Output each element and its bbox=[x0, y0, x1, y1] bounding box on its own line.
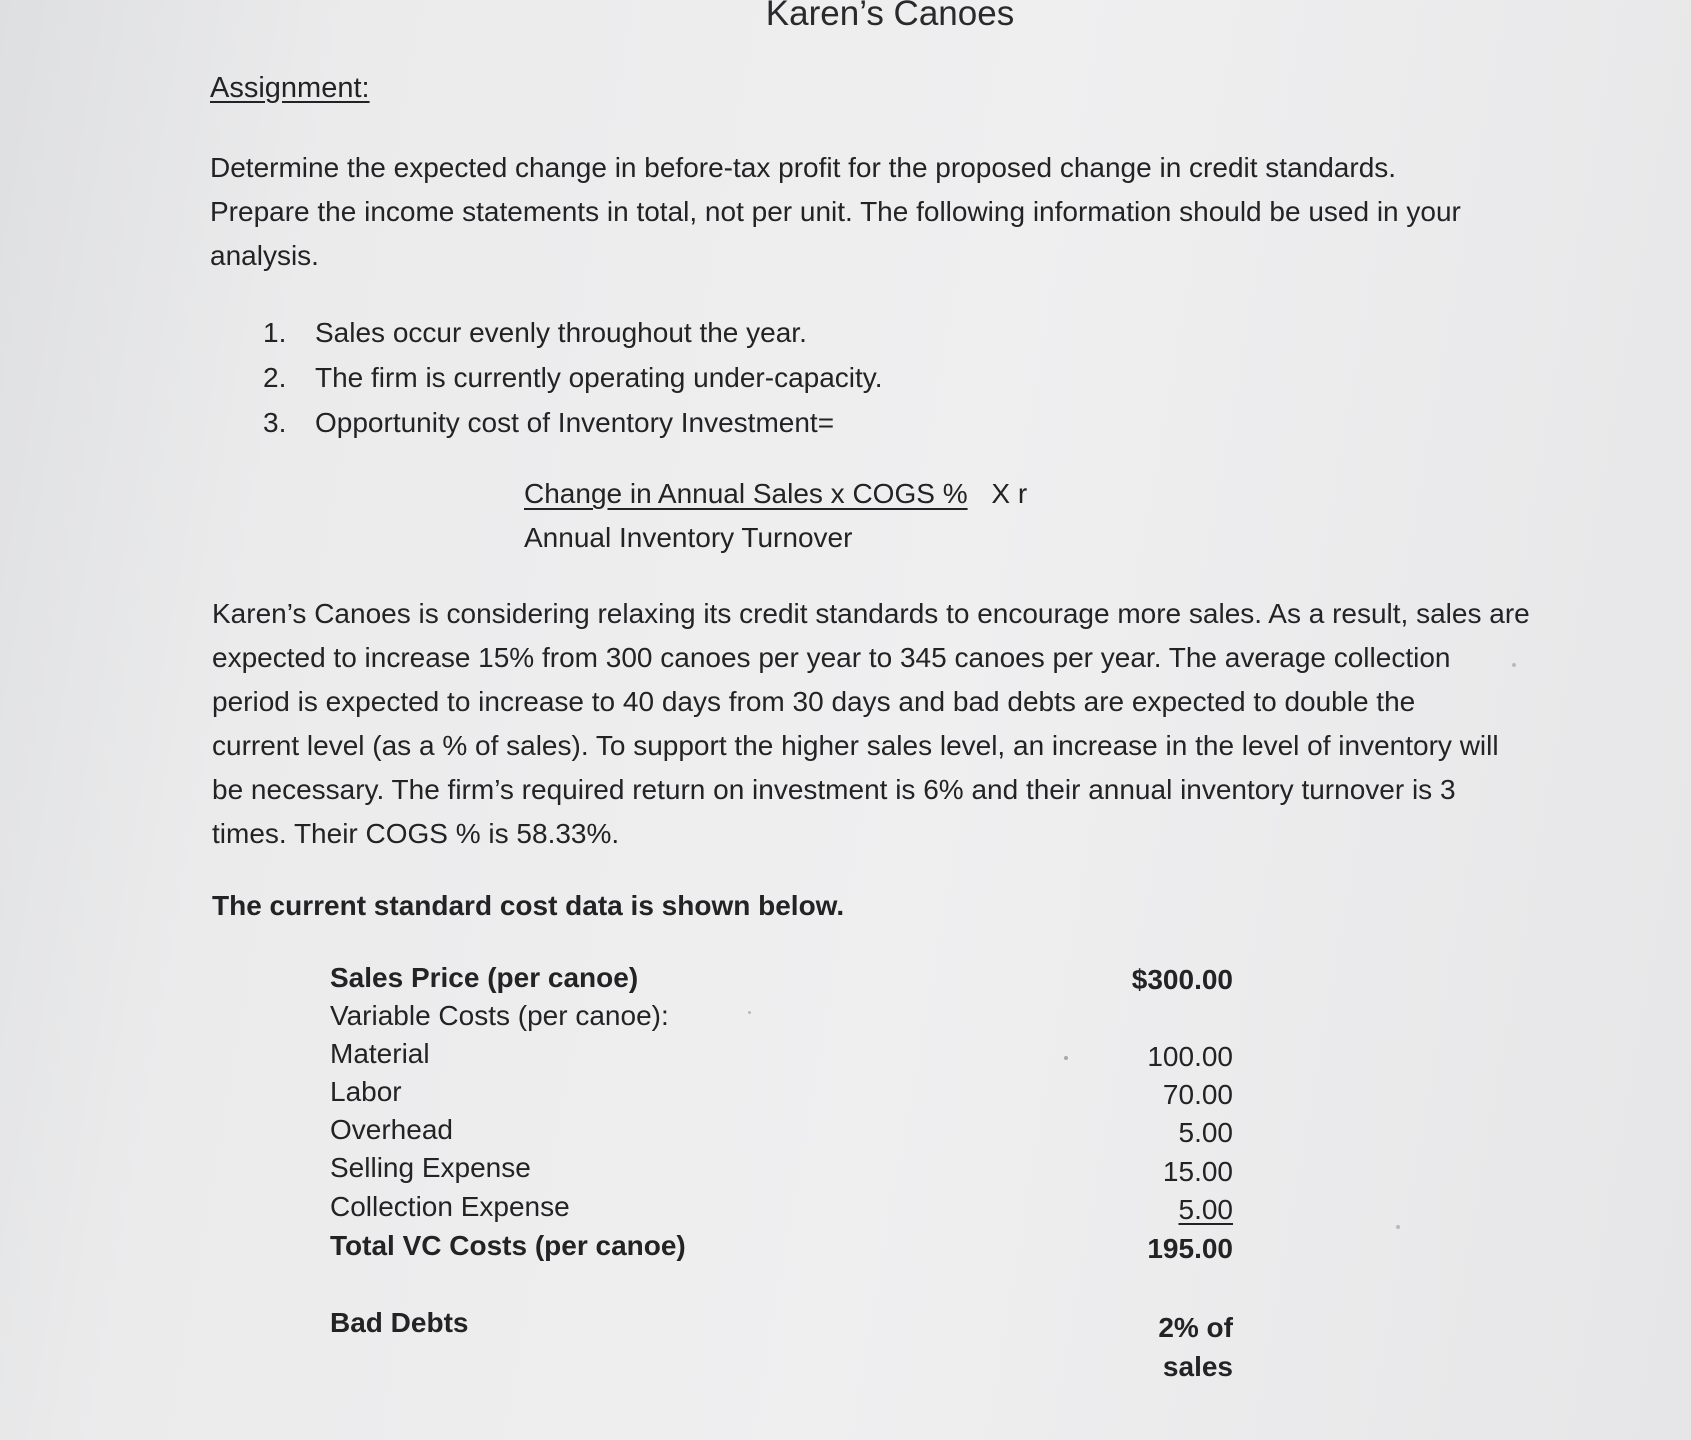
sales-price-label: Sales Price (per canoe) bbox=[330, 962, 639, 993]
assignment-heading: Assignment: bbox=[210, 72, 370, 104]
paper-speck bbox=[1396, 1225, 1400, 1229]
list-number: 1. bbox=[263, 317, 287, 348]
labor-label: Labor bbox=[330, 1076, 402, 1107]
list-item bbox=[263, 355, 883, 400]
intro-line: Determine the expected change in before-tax profit for the proposed change in credit standards. bbox=[210, 152, 1397, 183]
sales-price-value: $300.00 bbox=[1131, 964, 1233, 995]
list-text: Opportunity cost of Inventory Investment= bbox=[315, 407, 835, 438]
overhead-label: Overhead bbox=[330, 1114, 453, 1145]
scenario-paragraph bbox=[212, 592, 1530, 856]
list-item bbox=[263, 400, 883, 445]
paper-speck bbox=[1512, 663, 1516, 667]
intro-paragraph bbox=[210, 146, 1461, 278]
scenario-line: times. Their COGS % is 58.33%. bbox=[212, 818, 620, 849]
overhead-value: 5.00 bbox=[1178, 1117, 1233, 1148]
formula-numerator-row bbox=[524, 478, 1027, 510]
scenario-line: Karen’s Canoes is considering relaxing its credit standards to encourage more sales. As a result, sales are bbox=[212, 598, 1530, 629]
cost-data-heading: The current standard cost data is shown below. bbox=[212, 890, 845, 921]
selling-expense-value: 15.00 bbox=[1162, 1156, 1233, 1187]
variable-costs-label: Variable Costs (per canoe): bbox=[330, 1000, 669, 1031]
bad-debts-value-line1: 2% of bbox=[1158, 1312, 1233, 1343]
material-value: 100.00 bbox=[1147, 1041, 1233, 1072]
document-title: Karen’s Canoes bbox=[765, 0, 1015, 33]
scenario-line: expected to increase 15% from 300 canoes per year to 345 canoes per year. The average collection bbox=[212, 642, 1451, 673]
material-label: Material bbox=[330, 1038, 430, 1069]
collection-expense-value: 5.00 bbox=[1178, 1194, 1233, 1225]
selling-expense-label: Selling Expense bbox=[330, 1152, 531, 1183]
intro-line: Prepare the income statements in total, not per unit. The following information should be used in your bbox=[210, 196, 1461, 227]
scenario-line: current level (as a % of sales). To support the higher sales level, an increase in the level of inventory will bbox=[212, 730, 1499, 761]
paper-speck bbox=[748, 1011, 751, 1014]
list-text: The firm is currently operating under-capacity. bbox=[315, 362, 883, 393]
list-text: Sales occur evenly throughout the year. bbox=[315, 317, 807, 348]
scenario-line: period is expected to increase to 40 days from 30 days and bad debts are expected to double the bbox=[212, 686, 1416, 717]
scenario-line: be necessary. The firm’s required return on investment is 6% and their annual inventory turnover is 3 bbox=[212, 774, 1456, 805]
formula-numerator: Change in Annual Sales x COGS % bbox=[524, 478, 968, 509]
bad-debts-value-line2: sales bbox=[1162, 1351, 1233, 1382]
total-vc-value: 195.00 bbox=[1147, 1233, 1233, 1264]
bad-debts-label: Bad Debts bbox=[330, 1307, 469, 1338]
total-vc-label: Total VC Costs (per canoe) bbox=[330, 1230, 686, 1261]
collection-expense-label: Collection Expense bbox=[330, 1191, 570, 1222]
list-number: 2. bbox=[263, 362, 287, 393]
formula-denominator: Annual Inventory Turnover bbox=[524, 522, 853, 553]
intro-line: analysis. bbox=[210, 240, 319, 271]
paper-speck bbox=[1064, 1056, 1068, 1060]
list-item bbox=[263, 310, 883, 355]
list-number: 3. bbox=[263, 407, 287, 438]
formula-multiplier: X r bbox=[991, 478, 1028, 509]
labor-value: 70.00 bbox=[1162, 1079, 1233, 1110]
numbered-list bbox=[263, 310, 883, 445]
